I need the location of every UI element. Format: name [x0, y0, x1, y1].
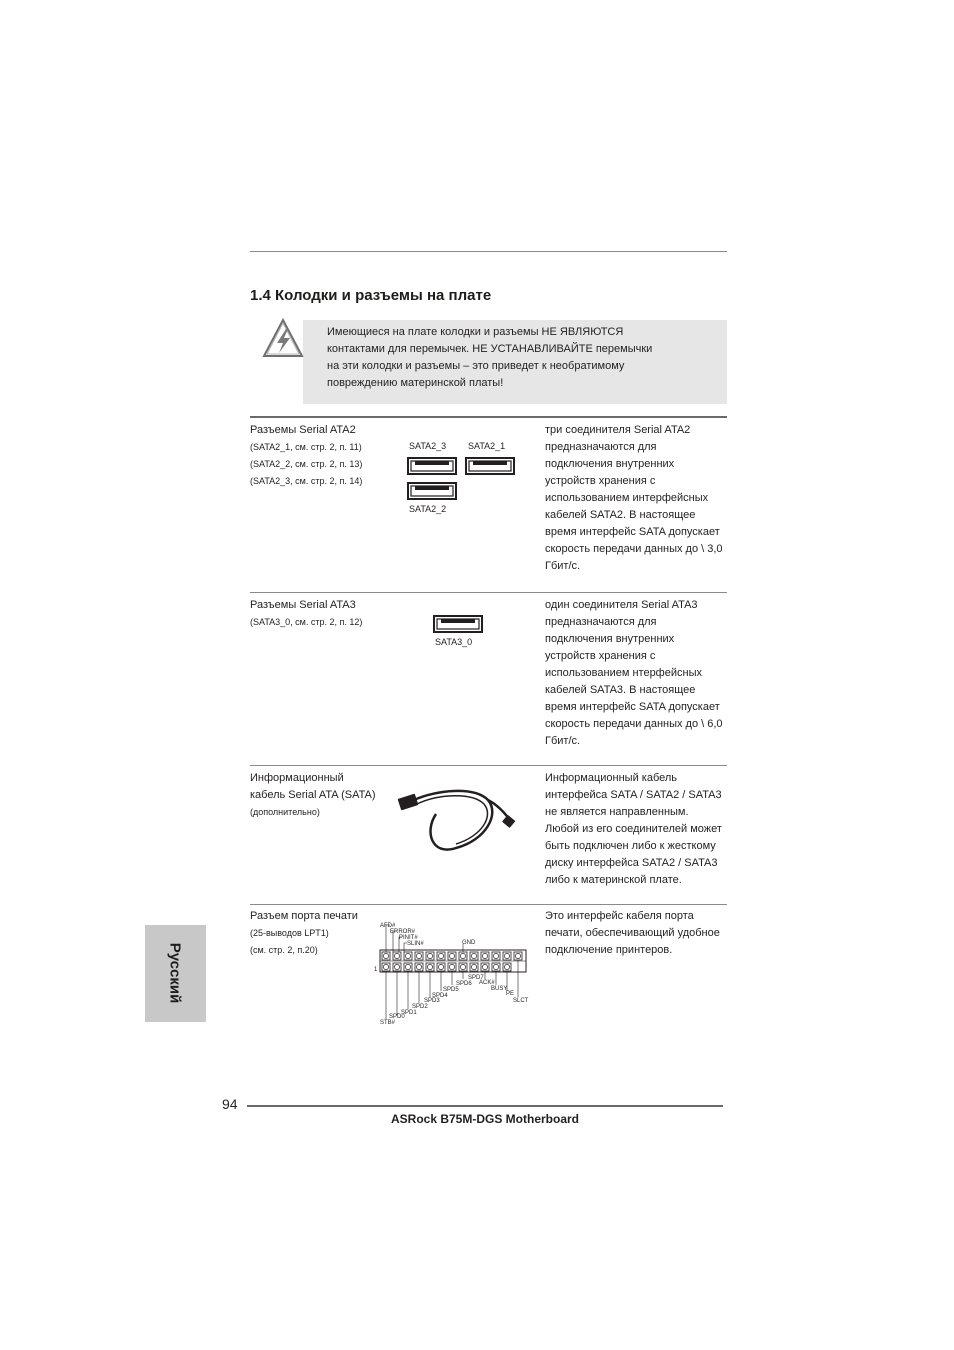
desc-line: Гбит/с.: [545, 735, 581, 747]
lpt-ref: (25-выводов LPT1): [250, 928, 329, 938]
desc-line: не является направленным.: [545, 806, 689, 818]
lpt-pinout-diagram: [374, 915, 534, 1030]
row-divider: [250, 904, 727, 905]
desc-line: быть подключен либо к жесткому: [545, 840, 716, 852]
section-title: 1.4 Колодки и разъемы на плате: [250, 287, 492, 304]
pin-label: AFD#: [380, 923, 396, 929]
sata2-ref: (SATA2_3, см. стр. 2, п. 14): [250, 476, 363, 486]
row-divider: [250, 765, 727, 766]
lpt-title: Разъем порта печати: [250, 910, 358, 922]
desc-line: диску интерфейса SATA2 / SATA3: [545, 857, 718, 869]
cable-note: (дополнительно): [250, 807, 320, 817]
sata2-2-connector-icon: [407, 482, 457, 500]
sata3-ref: (SATA3_0, см. стр. 2, п. 12): [250, 617, 363, 627]
page-number: 94: [222, 1096, 238, 1112]
desc-line: либо к материнской плате.: [545, 874, 682, 886]
sata-cable-icon: [396, 784, 524, 860]
warning-line: повреждению материнской платы!: [327, 377, 504, 389]
desc-line: использованием интерфейсных: [545, 492, 709, 504]
desc-line: предназначаются для: [545, 441, 657, 453]
pin-label: SPD7: [468, 975, 484, 981]
desc-line: кабелей SATA3. В настоящее: [545, 684, 696, 696]
desc-line: скорость передачи данных до \ 6,0: [545, 718, 723, 730]
lpt-ref: (см. стр. 2, п.20): [250, 945, 318, 955]
desc-line: скорость передачи данных до \ 3,0: [545, 543, 723, 555]
pin-label: SPD4: [432, 993, 448, 999]
warning-icon: [262, 318, 304, 358]
pin-label: SLCT: [513, 998, 529, 1004]
row-divider: [250, 592, 727, 593]
desc-line: Информационный кабель: [545, 772, 678, 784]
desc-line: Это интерфейс кабеля порта: [545, 910, 694, 922]
pin-label: BUSY: [491, 986, 508, 992]
warning-line: контактами для перемычек. НЕ УСТАНАВЛИВАЙТЕ перемычки: [327, 343, 653, 355]
desc-line: три соединителя Serial ATA2: [545, 424, 691, 436]
pin-label: SLIN#: [407, 941, 424, 947]
pin-label: ERROR#: [390, 929, 416, 935]
footer-product-name: ASRock B75M-DGS Motherboard: [390, 1112, 580, 1126]
desc-line: время интерфейс SATA допускает: [545, 701, 720, 713]
sata2-title: Разъемы Serial ATA2: [250, 424, 356, 436]
pin-label: ACK#: [479, 980, 495, 986]
desc-line: кабелей SATA2. В настоящее: [545, 509, 696, 521]
sata2-1-label: SATA2_1: [468, 441, 506, 451]
footer-rule: [247, 1105, 723, 1107]
sata2-description: [545, 422, 723, 575]
desc-line: использованием нтерфейсных: [545, 667, 702, 679]
warning-line: на эти колодки и разъемы – это приведет к необратимому: [327, 360, 625, 372]
sata2-3-connector-icon: [407, 457, 457, 475]
desc-line: устройств хранения с: [545, 650, 656, 662]
section-rule: [250, 416, 727, 418]
language-tab-label: Русский: [166, 942, 184, 1004]
sata3-0-connector-icon: [433, 615, 483, 633]
pin-label: PE: [506, 991, 515, 997]
cable-title-line: кабель Serial ATA (SATA): [250, 789, 376, 801]
sata3-0-label: SATA3_0: [435, 637, 473, 647]
desc-line: подключения внутренних: [545, 458, 675, 470]
desc-line: Любой из его соединителей может: [545, 823, 722, 835]
desc-line: устройств хранения с: [545, 475, 656, 487]
warning-line: Имеющиеся на плате колодки и разъемы НЕ ЯВЛЯЮТСЯ: [327, 326, 624, 338]
sata2-1-connector-icon: [465, 457, 515, 475]
pin-label: SPD3: [424, 998, 440, 1004]
sata3-title: Разъемы Serial ATA3: [250, 599, 356, 611]
pin-label: STB#: [380, 1020, 396, 1026]
pin-one-label: 1: [374, 967, 378, 973]
warning-text: [327, 324, 717, 392]
desc-line: время интерфейс SATA допускает: [545, 526, 720, 538]
pin-label: SPD0: [389, 1014, 405, 1020]
desc-line: подключение принтеров.: [545, 944, 673, 956]
sata2-2-label: SATA2_2: [409, 504, 447, 514]
cable-title-line: Информационный: [250, 772, 344, 784]
pin-label: PINIT#: [399, 935, 418, 941]
language-side-tab: [145, 925, 206, 1022]
cable-description: [545, 770, 722, 889]
desc-line: один соединителя Serial ATA3: [545, 599, 698, 611]
sata2-ref: (SATA2_1, см. стр. 2, п. 11): [250, 442, 362, 452]
pin-label: SPD1: [401, 1010, 417, 1016]
desc-line: интерфейса SATA / SATA2 / SATA3: [545, 789, 722, 801]
desc-line: Гбит/с.: [545, 560, 581, 572]
pin-label: GND: [462, 940, 476, 946]
sata3-description: [545, 597, 723, 750]
sata2-3-label: SATA2_3: [409, 441, 447, 451]
pin-label: SPD6: [456, 981, 472, 987]
pin-label: SPD2: [412, 1004, 428, 1010]
desc-line: предназначаются для: [545, 616, 657, 628]
desc-line: подключения внутренних: [545, 633, 675, 645]
top-rule: [250, 251, 727, 252]
lpt-description: [545, 908, 720, 959]
pin-label: SPD5: [443, 987, 459, 993]
sata2-ref: (SATA2_2, см. стр. 2, п. 13): [250, 459, 363, 469]
desc-line: печати, обеспечивающий удобное: [545, 927, 720, 939]
